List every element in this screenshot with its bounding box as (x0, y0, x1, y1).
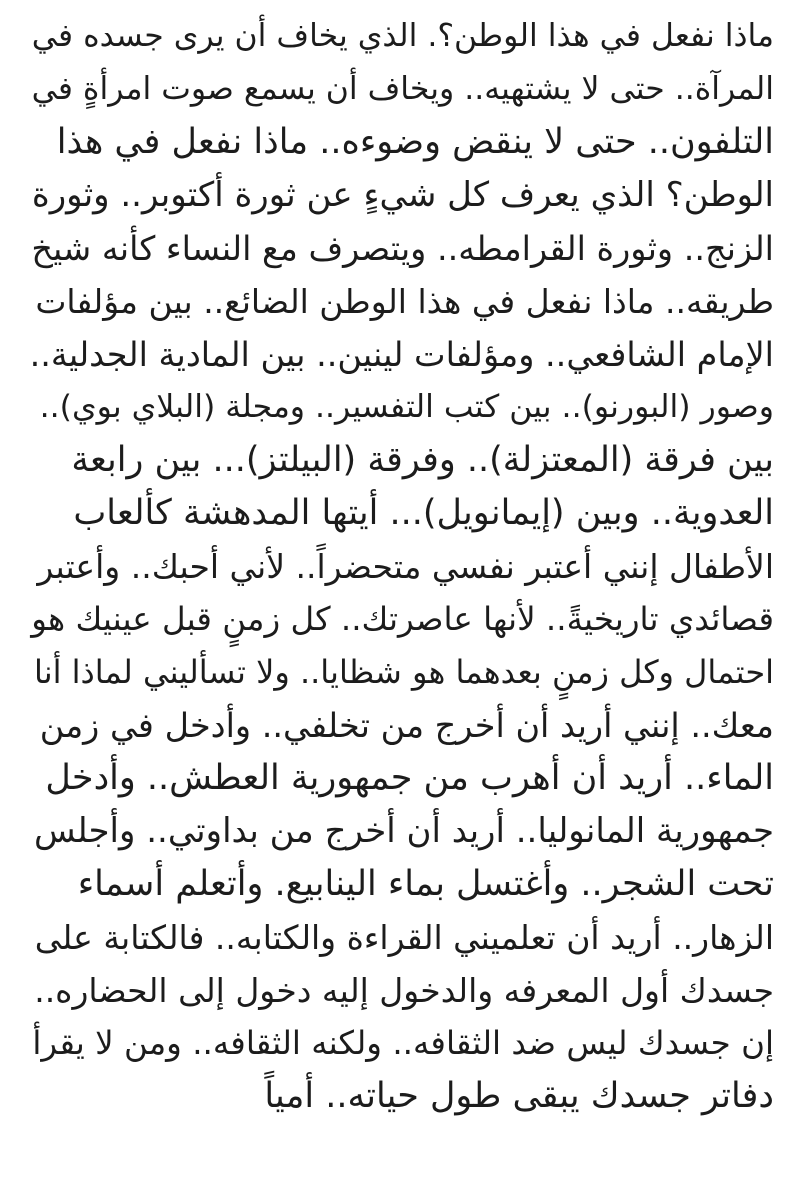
text-line: احتمال وكل زمنٍ بعدهما هو شظايا.. ولا تسأليني لماذا أنا (33, 653, 774, 691)
text-line: الإمام الشافعي.. ومؤلفات لينين.. بين المادية الجدلية.. (29, 335, 774, 374)
text-line: العدوية.. وبين (إيمانويل)... أيتها المدهشة كألعاب (73, 493, 774, 533)
poem-text (30, 10, 774, 1123)
text-line: معك.. إنني أريد أن أخرج من تخلفي.. وأدخل في زمن (39, 706, 774, 745)
text-line: الوطن؟ الذي يعرف كل شيءٍ عن ثورة أكتوبر.. وثورة (31, 175, 774, 215)
text-line: التلفون.. حتى لا ينقض وضوءه.. ماذا نفعل في هذا (56, 122, 774, 162)
text-line: طريقه.. ماذا نفعل في هذا الوطن الضائع.. بين مؤلفات (35, 282, 774, 321)
text-line: إن جسدك ليس ضد الثقافه.. ولكنه الثقافه.. ومن لا يقرأ (32, 1024, 774, 1062)
text-line: بين فرقة (المعتزلة).. وفرقة (البيلتز)... بين رابعة (71, 440, 774, 480)
text-line: قصائدي تاريخيةً.. لأنها عاصرتك.. كل زمنٍ قبل عينيك هو (31, 600, 774, 638)
text-line: جسدك أول المعرفه والدخول إليه دخول إلى الحضاره.. (34, 971, 774, 1010)
text-line: دفاتر جسدك يبقى طول حياته.. أمياً (264, 1076, 774, 1116)
text-line: ماذا نفعل في هذا الوطن؟. الذي يخاف أن يرى جسده في (31, 18, 774, 54)
text-line: وصور (البورنو).. بين كتب التفسير.. ومجلة (البلاي بوي).. (39, 389, 774, 425)
text-line: جمهورية المانوليا.. أريد أن أخرج من بداوتي.. وأجلس (33, 811, 774, 851)
text-line: الماء.. أريد أن أهرب من جمهورية العطش.. وأدخل (45, 758, 774, 798)
text-line: الزنج.. وثورة القرامطه.. ويتصرف مع النساء كأنه شيخ (31, 229, 774, 268)
text-line: الأطفال إنني أعتبر نفسي متحضراً.. لأني أحبك.. وأعتبر (37, 547, 774, 586)
text-line: الزهار.. أريد أن تعلميني القراءة والكتابه.. فالكتابة على (34, 918, 774, 957)
text-line: المرآة.. حتى لا يشتهيه.. ويخاف أن يسمع صوت امرأةٍ في (31, 71, 774, 107)
text-line: تحت الشجر.. وأغتسل بماء الينابيع. وأتعلم أسماء (77, 864, 774, 904)
